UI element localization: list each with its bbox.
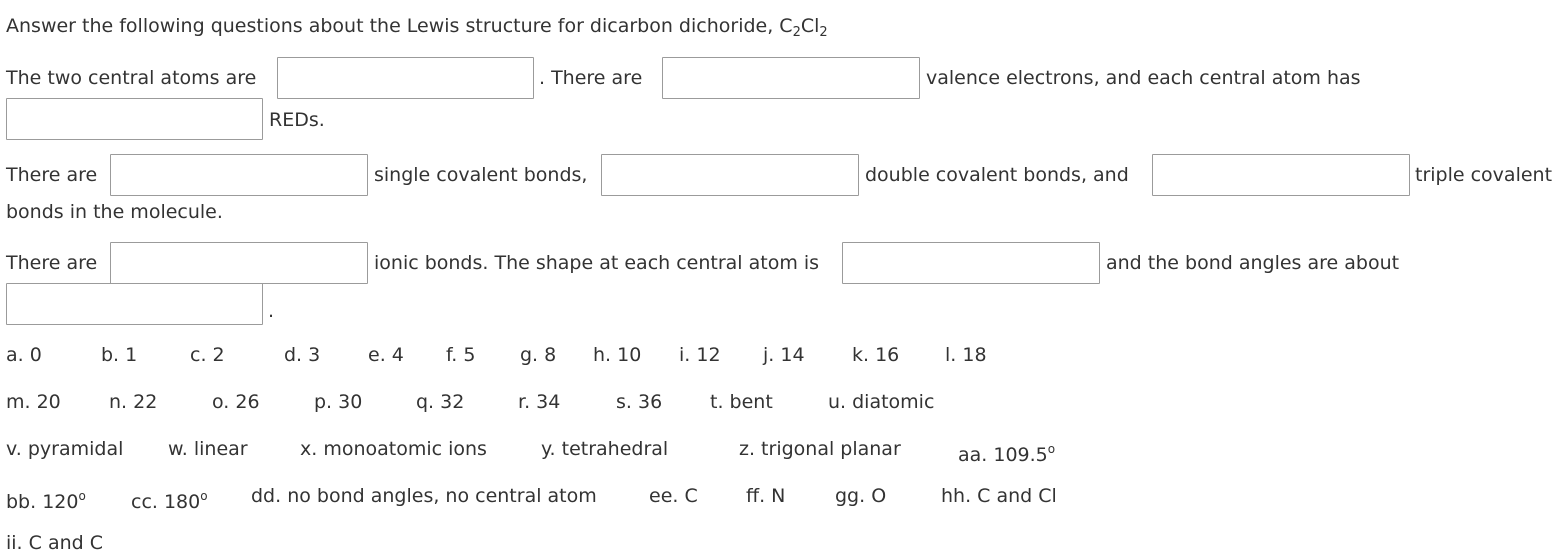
choices-row-4 bbox=[6, 481, 1546, 511]
reds-input[interactable] bbox=[6, 98, 263, 140]
degree-superscript: o bbox=[78, 489, 86, 503]
sentence-2-line-2 bbox=[6, 190, 606, 234]
choice-item: z. trigonal planar bbox=[739, 438, 901, 460]
choices-row-2 bbox=[6, 387, 1546, 417]
choice-item: r. 34 bbox=[518, 391, 561, 413]
choice-item: ff. N bbox=[746, 485, 786, 507]
choice-item: c. 2 bbox=[190, 344, 225, 366]
choices-row-3 bbox=[6, 434, 1546, 464]
sentence-1-text-c: valence electrons, and each central atom has bbox=[926, 67, 1361, 89]
choice-item bbox=[131, 481, 208, 517]
bond-angles-input[interactable] bbox=[6, 283, 263, 325]
choice-item bbox=[6, 481, 86, 517]
choice-text: aa. 109.5 bbox=[958, 444, 1048, 466]
choice-item: o. 26 bbox=[212, 391, 260, 413]
choice-item: dd. no bond angles, no central atom bbox=[251, 485, 597, 507]
choice-item: s. 36 bbox=[616, 391, 663, 413]
ionic-bonds-input[interactable] bbox=[110, 242, 368, 284]
sentence-1-line-2 bbox=[6, 98, 1546, 142]
sentence-2-text-b: single covalent bonds, bbox=[374, 164, 588, 186]
sentence-3-text-a: There are bbox=[6, 252, 98, 274]
choice-item: k. 16 bbox=[852, 344, 900, 366]
valence-electrons-input[interactable] bbox=[662, 57, 920, 99]
choice-item: hh. C and Cl bbox=[941, 485, 1057, 507]
question-prefix: Answer the following questions about the Lewis structure for dicarbon dichoride, C bbox=[6, 15, 793, 37]
shape-input[interactable] bbox=[842, 242, 1100, 284]
choice-item: t. bent bbox=[710, 391, 773, 413]
choice-item: ee. C bbox=[649, 485, 698, 507]
sentence-3-line-1 bbox=[6, 241, 1546, 285]
choice-item: m. 20 bbox=[6, 391, 61, 413]
choice-item: a. 0 bbox=[6, 344, 42, 366]
question-sub-cl: 2 bbox=[819, 25, 828, 40]
choice-item: j. 14 bbox=[763, 344, 805, 366]
sentence-3-text-d: . bbox=[268, 300, 275, 322]
sentence-2-text-d: triple covalent bbox=[1415, 164, 1553, 186]
choice-item: i. 12 bbox=[679, 344, 721, 366]
choice-item: gg. O bbox=[835, 485, 887, 507]
degree-superscript: o bbox=[200, 489, 208, 503]
choices-row-1 bbox=[6, 340, 1546, 370]
choice-item: q. 32 bbox=[416, 391, 465, 413]
choice-item: y. tetrahedral bbox=[541, 438, 669, 460]
choice-item: f. 5 bbox=[446, 344, 476, 366]
sentence-3-line-2 bbox=[6, 283, 606, 327]
sentence-1-text-a: The two central atoms are bbox=[6, 67, 257, 89]
choice-item: b. 1 bbox=[101, 344, 138, 366]
double-bonds-input[interactable] bbox=[601, 154, 859, 196]
sentence-3-text-c: and the bond angles are about bbox=[1106, 252, 1400, 274]
choice-item: e. 4 bbox=[368, 344, 404, 366]
sentence-3-text-b: ionic bonds. The shape at each central atom is bbox=[374, 252, 820, 274]
choice-item: w. linear bbox=[168, 438, 248, 460]
choice-item: h. 10 bbox=[593, 344, 642, 366]
degree-superscript: o bbox=[1047, 442, 1056, 456]
sentence-1-text-b: . There are bbox=[539, 67, 643, 89]
choice-item: v. pyramidal bbox=[6, 438, 124, 460]
choice-item: d. 3 bbox=[284, 344, 321, 366]
sentence-1-text-d: REDs. bbox=[269, 109, 325, 131]
choice-item: ii. C and C bbox=[6, 532, 103, 554]
choices-row-5 bbox=[6, 528, 606, 558]
choice-item: l. 18 bbox=[945, 344, 987, 366]
choice-item: g. 8 bbox=[520, 344, 557, 366]
sentence-2-text-c: double covalent bonds, and bbox=[865, 164, 1129, 186]
sentence-2-text-e: bonds in the molecule. bbox=[6, 201, 223, 223]
choice-item: n. 22 bbox=[109, 391, 158, 413]
choice-text: bb. 120 bbox=[6, 491, 79, 513]
choice-item bbox=[958, 434, 1055, 470]
choice-item: x. monoatomic ions bbox=[300, 438, 487, 460]
central-atoms-input[interactable] bbox=[277, 57, 534, 99]
choice-item: u. diatomic bbox=[828, 391, 935, 413]
sentence-2-text-a: There are bbox=[6, 164, 98, 186]
triple-bonds-input[interactable] bbox=[1152, 154, 1410, 196]
choice-text: cc. 180 bbox=[131, 491, 201, 513]
question-sub-c: 2 bbox=[792, 25, 801, 40]
question-cl: Cl bbox=[800, 15, 820, 37]
choice-item: p. 30 bbox=[314, 391, 363, 413]
sentence-1-line-1 bbox=[6, 56, 1546, 100]
